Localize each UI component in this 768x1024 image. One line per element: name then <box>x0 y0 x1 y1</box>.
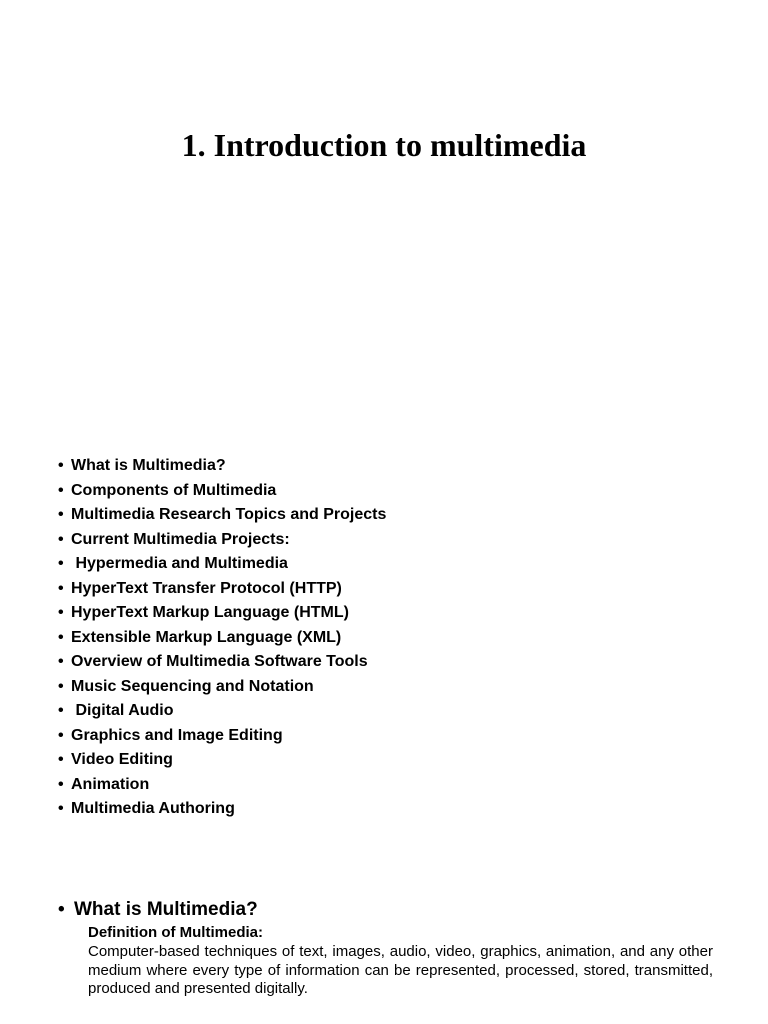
list-item-label: Graphics and Image Editing <box>71 726 283 744</box>
list-item-label: Extensible Markup Language (XML) <box>71 628 342 646</box>
list-item <box>58 577 386 602</box>
list-item-label: Music Sequencing and Notation <box>71 677 314 695</box>
definition-text: Computer-based techniques of text, images, audio, video, graphics, animation, and any other medium where every type of information can be represented, processed, stored, transmitted, produced and presented digitally. <box>88 943 713 997</box>
bullet-icon: • <box>58 628 64 646</box>
list-item <box>58 601 386 626</box>
bullet-icon: • <box>58 899 65 920</box>
list-item <box>58 650 386 675</box>
list-item <box>58 626 386 651</box>
list-item-label: Overview of Multimedia Software Tools <box>71 653 368 670</box>
list-item-label: Components of Multimedia <box>71 481 277 499</box>
page-title: 1. Introduction to multimedia <box>181 127 587 163</box>
bullet-icon: • <box>58 530 64 548</box>
list-item <box>58 724 386 749</box>
list-item-label: Animation <box>71 775 150 793</box>
definition-subheading: Definition of Multimedia: <box>88 924 263 941</box>
bullet-icon: • <box>58 653 64 670</box>
list-item <box>58 773 386 798</box>
list-item <box>58 748 386 773</box>
bullet-icon: • <box>58 555 64 572</box>
bullet-icon: • <box>58 481 64 499</box>
bullet-icon: • <box>58 677 64 695</box>
bullet-icon: • <box>58 726 64 744</box>
list-item-label: What is Multimedia? <box>71 457 226 474</box>
list-item-label: HyperText Markup Language (HTML) <box>71 604 349 621</box>
bullet-icon: • <box>58 702 64 719</box>
section-heading-label: What is Multimedia? <box>74 899 258 920</box>
list-item-label: Multimedia Authoring <box>71 800 235 817</box>
bullet-icon: • <box>58 604 64 621</box>
bullet-icon: • <box>58 775 64 793</box>
list-item <box>58 528 386 553</box>
bullet-icon: • <box>58 457 64 474</box>
topic-list <box>58 454 386 822</box>
section-heading <box>58 897 713 923</box>
list-item-label: Hypermedia and Multimedia <box>71 555 288 572</box>
list-item <box>58 675 386 700</box>
definition-section <box>58 897 713 999</box>
list-item <box>58 454 386 479</box>
bullet-icon: • <box>58 751 64 768</box>
bullet-icon: • <box>58 506 64 523</box>
list-item-label: Video Editing <box>71 751 173 768</box>
list-item <box>58 552 386 577</box>
bullet-icon: • <box>58 579 64 597</box>
list-item <box>58 503 386 528</box>
list-item-label: HyperText Transfer Protocol (HTTP) <box>71 579 342 597</box>
list-item <box>58 797 386 822</box>
list-item <box>58 479 386 504</box>
list-item-label: Current Multimedia Projects: <box>71 530 290 548</box>
list-item <box>58 699 386 724</box>
bullet-icon: • <box>58 800 64 817</box>
list-item-label: Multimedia Research Topics and Projects <box>71 506 387 523</box>
list-item-label: Digital Audio <box>71 702 174 719</box>
